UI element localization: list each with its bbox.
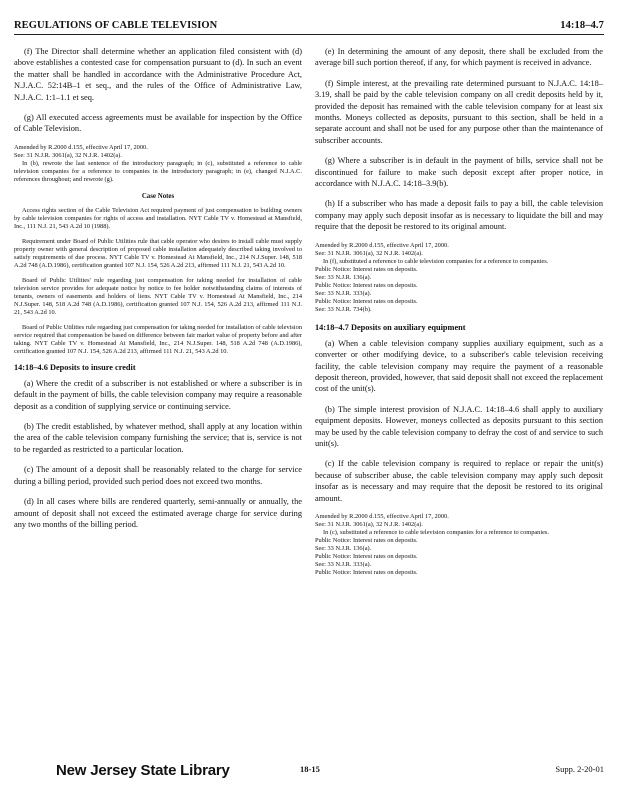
amendment-line: See: 31 N.J.R. 3061(a), 32 N.J.R. 1402(a). — [14, 151, 122, 159]
amendment-line: In (b), rewrote the last sentence of the introductory paragraph; in (c), substituted a reference to cable television companies for a reference to companies in the introductory paragraph; in (e), changed N.J.A.C. references throughout; and rewrote (g). — [14, 159, 302, 183]
amendment-line: Amended by R.2000 d.155, effective April 17, 2000. — [315, 512, 449, 520]
amendment-line: See: 33 N.J.R. 136(a). — [315, 544, 372, 552]
case-notes-heading: Case Notes — [141, 192, 175, 200]
amendment-line: Public Notice: Interest rates on deposits. — [315, 568, 418, 576]
amendment-line: Public Notice: Interest rates on deposits. — [315, 536, 418, 544]
amendment-line: In (f), substituted a reference to cable television companies for a reference to companies. — [323, 257, 549, 265]
paragraph-h: (h) If a subscriber who has made a deposit fails to pay a bill, the cable television company may apply such deposit insofar as is necessary to liquidate the bill and may require that the deposit be restored to its original amount. — [315, 199, 603, 232]
case-note: Board of Public Utilities' rule regarding just compensation for taking needed for installation of cable television service provides for adequate notice by notice to fee holder notwithstanding claims of interests of tenants, owners of easements and holders of liens. NYT Cable TV v. Homestead At Mansfield, Inc., 214 N.J.Super. 148, 518 A.2d 748 (A.D.1986), certification granted 107 N.J. 154, 526 A.2d 213, affirmed 111 N.J. 21, 543 A.2d 10. — [14, 276, 302, 316]
amendment-line: See: 33 N.J.R. 136(a). — [315, 273, 372, 281]
amendment-note — [14, 144, 302, 184]
amendment-note — [315, 513, 603, 577]
page-footer — [14, 760, 604, 784]
paragraph-e: (e) In determining the amount of any deposit, there shall be excluded from the average bill such portion thereof, if any, for which payment is received in advance. — [315, 47, 603, 68]
running-header — [14, 20, 604, 35]
amendment-line: See: 33 N.J.R. 734(b). — [315, 305, 372, 313]
amendment-line: Public Notice: Interest rates on deposits. — [315, 552, 418, 560]
section-heading-4-6: 14:18–4.6 Deposits to insure credit — [14, 362, 136, 372]
header-section-number: 14:18–4.7 — [560, 20, 604, 31]
amendment-line: Amended by R.2000 d.155, effective April 17, 2000. — [315, 241, 449, 249]
left-column — [14, 46, 302, 539]
supplement-date: Supp. 2-20-01 — [555, 764, 604, 774]
case-note: Access rights section of the Cable Television Act required payment of just compensation to building owners by cable television companies for rights of access and installation. NYT Cable TV v. Homestead at Mansfield, Inc., 111 N.J. 21, 543 A.2d 10 (1988). — [14, 206, 302, 230]
page-number: 18-15 — [300, 764, 320, 774]
paragraph-4-7-a: (a) When a cable television company supplies auxiliary equipment, such as a converter or other modifying device, to a subscriber's cable television receiving facility, the cable television company may require the payment of a reasonable deposit thereon, provided, however, that said deposit shall not exceed the replacement cost of the unit(s). — [315, 338, 603, 394]
paragraph-4-7-c: (c) If the cable television company is required to replace or repair the unit(s) because of subscriber abuse, the cable television company may apply such deposit insofar as is necessary and may require that the deposit be restored to its original amount. — [315, 459, 603, 503]
paragraph-g: (g) All executed access agreements must be available for inspection by the Office of Cable Television. — [14, 113, 302, 134]
paragraph-f: (f) The Director shall determine whether an application filed consistent with (d) above establishes a contested case for compensation pursuant to (d). In such an event the matter shall be handled in accordance with the Administrative Procedure Act, N.J.A.C. 52:14B–1 et seq., and the rules of the Office of Administrative Law, N.J.A.C. 1:1–1.1 et seq. — [14, 47, 302, 102]
paragraph-4-6-b: (b) The credit established, by whatever method, shall apply at any location within the area of the cable television company furnishing the service; that is, service is not to be regarded as restricted to a particular location. — [14, 422, 302, 454]
amendment-line: Public Notice: Interest rates on deposits. — [315, 281, 418, 289]
section-heading-4-7: 14:18–4.7 Deposits on auxiliary equipment — [315, 322, 466, 332]
amendment-line: See: 31 N.J.R. 3061(a), 32 N.J.R. 1402(a). — [315, 520, 423, 528]
paragraph-g-default: (g) Where a subscriber is in default in the payment of bills, service shall not be discontinued for failure to make such deposit except after proper notice, in accordance with N.J.A.C. 14:18–3.9(b). — [315, 156, 603, 189]
amendment-line: See: 33 N.J.R. 333(a). — [315, 289, 372, 297]
paragraph-4-6-c: (c) The amount of a deposit shall be reasonably related to the charge for service during a billing period, provided such period does not exceed two months. — [14, 465, 302, 486]
library-watermark: New Jersey State Library — [56, 762, 230, 779]
paragraph-4-6-d: (d) In all cases where bills are rendered quarterly, semi-annually or annually, the amount of deposit shall not exceed the estimated average charge for service during any two months of the billing period. — [14, 497, 302, 529]
amendment-line: See: 31 N.J.R. 3061(a), 32 N.J.R. 1402(a). — [315, 249, 423, 257]
amendment-line: Public Notice: Interest rates on deposits. — [315, 265, 418, 273]
paragraph-f-interest: (f) Simple interest, at the prevailing rate determined pursuant to N.J.A.C. 14:18–3.19, shall be paid by the cable television company on all credit deposits held by it, provided the deposit has remained with the cable television company for at least six months. Moneys collected as deposits, pursuant to this section, shall be held in a separate account and shall not be used for any purpose other than the maintenance of subscriber accounts. — [315, 78, 603, 145]
amendment-line: Amended by R.2000 d.155, effective April 17, 2000. — [14, 143, 148, 151]
header-title: REGULATIONS OF CABLE TELEVISION — [14, 20, 218, 31]
paragraph-4-7-b: (b) The simple interest provision of N.J.A.C. 14:18–4.6 shall apply to auxiliary equipment deposits. However, moneys collected as deposits pursuant to this section may be used by the cable television company to defray the cost of and service to such unit(s). — [315, 404, 603, 448]
amendment-note — [315, 242, 603, 314]
right-column — [315, 46, 603, 586]
paragraph-4-6-a: (a) Where the credit of a subscriber is not established or where a subscriber is in default in the payment of bills, the cable television company may require a reasonable deposit as a condition of supplying service or continuing service. — [14, 378, 302, 411]
amendment-line: In (c), substituted a reference to cable television companies for a reference to companies. — [323, 528, 549, 536]
case-note: Requirement under Board of Public Utilities rule that cable operator who desires to install cable must supply property owner with general description of proposed cable installation adequately described taking involved to satisfy requirements of due process. NYT Cable TV v. Homestead At Mansfield, Inc., 214 N.J.Super. 148, 518 A.2d 748 (A.D.1986), certification granted 107 N.J. 154, 526 A.2d 213, affirmed 111 N.J. 21, 543 A.2d 10. — [14, 237, 302, 269]
amendment-line: Public Notice: Interest rates on deposits. — [315, 297, 418, 305]
case-note: Board of Public Utilities rule regarding just compensation for taking needed for installation of cable television service required that compensation be based on difference between fair market value of property before and after taking. NYT Cable TV v. Homestead At Mansfield, Inc., 214 N.J.Super. 148, 518 A.2d 748 (A.D.1986), certification granted 107 N.J. 154, 526 A.2d 213, affirmed 111 N.J. 21, 543 A.2d 10. — [14, 323, 302, 355]
amendment-line: See: 33 N.J.R. 333(a). — [315, 560, 372, 568]
